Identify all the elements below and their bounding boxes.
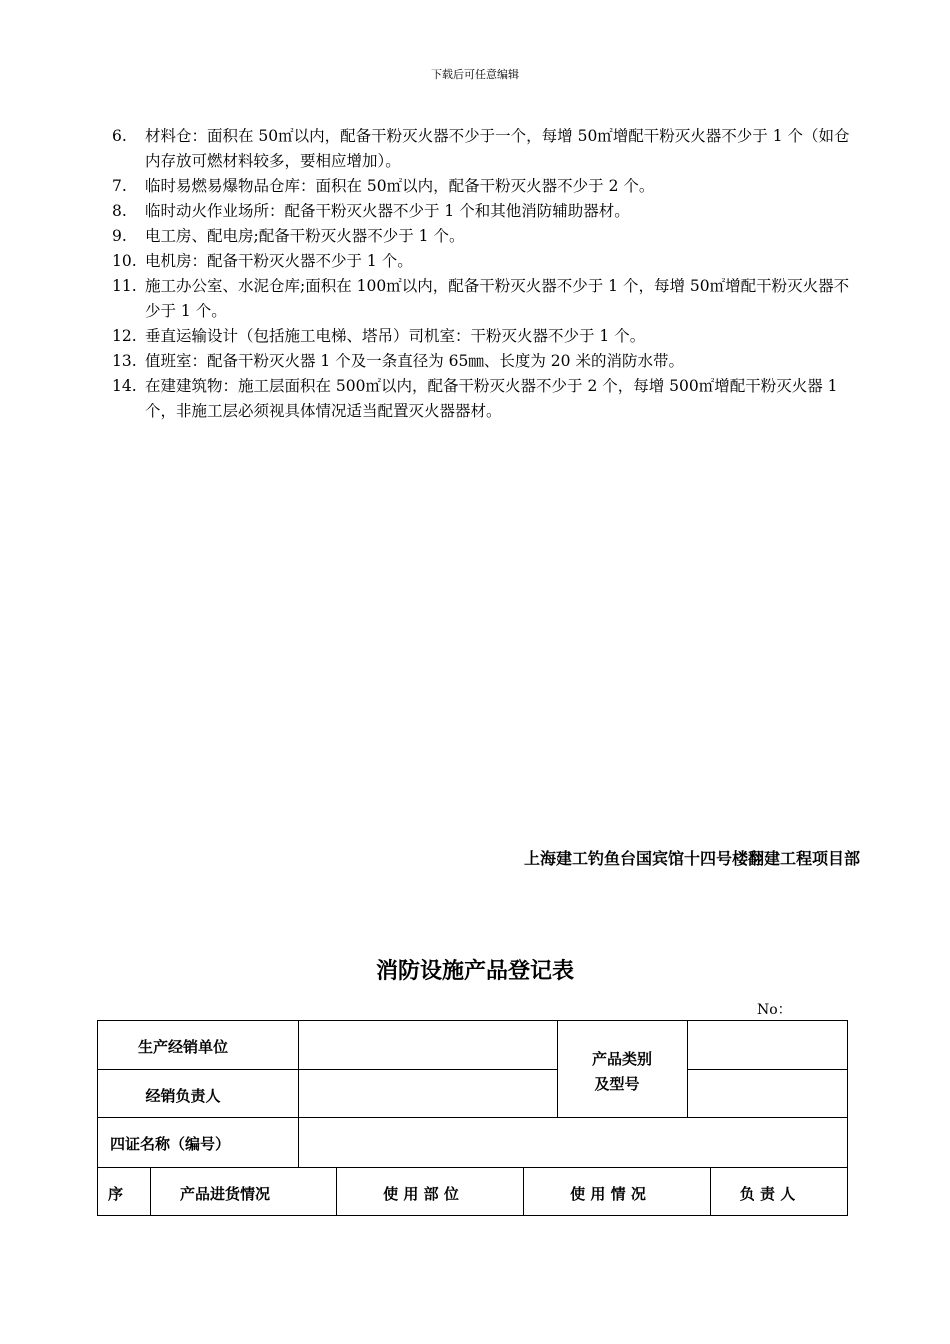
list-item <box>112 174 864 199</box>
list-item-number: 14. <box>112 377 137 395</box>
list-item-number: 9. <box>112 227 127 245</box>
column-header-location: 使 用 部 位 <box>383 1185 459 1203</box>
page-header: 下载后可任意编辑 <box>431 68 519 81</box>
category-label-line2: 及型号 <box>594 1075 640 1093</box>
list-item <box>112 224 864 249</box>
producer-label: 生产经销单位 <box>137 1038 228 1056</box>
list-item-text: 电工房、配电房;配备干粉灭火器不少于 1 个。 <box>145 227 465 245</box>
list-item-text: 施工办公室、水泥仓库;面积在 100㎡以内，配备干粉灭火器不少于 1 个，每增 50㎡增配干粉灭火器不少于 1 个。 <box>145 277 850 320</box>
list-item-number: 8. <box>112 202 127 220</box>
list-item-text: 垂直运输设计（包括施工电梯、塔吊）司机室：干粉灭火器不少于 1 个。 <box>145 327 646 345</box>
list-item-number: 7. <box>112 177 127 195</box>
form-title: 消防设施产品登记表 <box>375 959 574 984</box>
list-item-number: 11. <box>112 277 137 295</box>
list-item <box>112 374 864 424</box>
table-rule <box>687 1069 848 1070</box>
certificates-label: 四证名称（编号） <box>110 1135 231 1153</box>
registration-form-table <box>97 1020 848 1216</box>
form-number-label: No： <box>757 1002 792 1018</box>
table-rule <box>557 1021 558 1117</box>
table-rule <box>98 1069 298 1070</box>
list-item-number: 13. <box>112 352 137 370</box>
table-rule <box>687 1021 688 1117</box>
requirements-list <box>112 124 864 424</box>
table-rule <box>298 1069 557 1070</box>
table-rule <box>298 1021 299 1167</box>
list-item <box>112 324 864 349</box>
list-item-text: 电机房：配备干粉灭火器不少于 1 个。 <box>145 252 413 270</box>
list-item-number: 6. <box>112 127 127 145</box>
list-item <box>112 199 864 224</box>
list-item-number: 10. <box>112 252 137 270</box>
table-rule <box>98 1117 848 1118</box>
column-header-purchase: 产品进货情况 <box>179 1185 270 1203</box>
column-header-index: 序 <box>108 1185 124 1203</box>
list-item <box>112 349 864 374</box>
list-item <box>112 124 864 174</box>
list-item-text: 材料仓：面积在 50㎡以内，配备干粉灭火器不少于一个，每增 50㎡增配干粉灭火器不少于 1 个（如仓内存放可燃材料较多，要相应增加）。 <box>145 127 850 170</box>
column-header-usage: 使 用 情 况 <box>570 1185 646 1203</box>
list-item-text: 临时动火作业场所：配备干粉灭火器不少于 1 个和其他消防辅助器材。 <box>145 202 630 220</box>
list-item <box>112 249 864 274</box>
dealer-label: 经销负责人 <box>145 1087 221 1105</box>
category-label-line1: 产品类别 <box>591 1050 652 1068</box>
list-item-number: 12. <box>112 327 137 345</box>
table-rule <box>98 1167 848 1168</box>
column-header-responsible: 负 责 人 <box>739 1185 796 1203</box>
list-item <box>112 274 864 324</box>
list-item-text: 在建建筑物：施工层面积在 500㎡以内，配备干粉灭火器不少于 2 个，每增 500㎡增配干粉灭火器 1 个，非施工层必须视具体情况适当配置灭火器器材。 <box>145 377 838 420</box>
organization-name: 上海建工钓鱼台国宾馆十四号楼翻建工程项目部 <box>523 849 860 868</box>
list-item-text: 值班室：配备干粉灭火器 1 个及一条直径为 65㎜、长度为 20 米的消防水带。 <box>145 352 684 370</box>
list-item-text: 临时易燃易爆物品仓库：面积在 50㎡以内，配备干粉灭火器不少于 2 个。 <box>145 177 655 195</box>
